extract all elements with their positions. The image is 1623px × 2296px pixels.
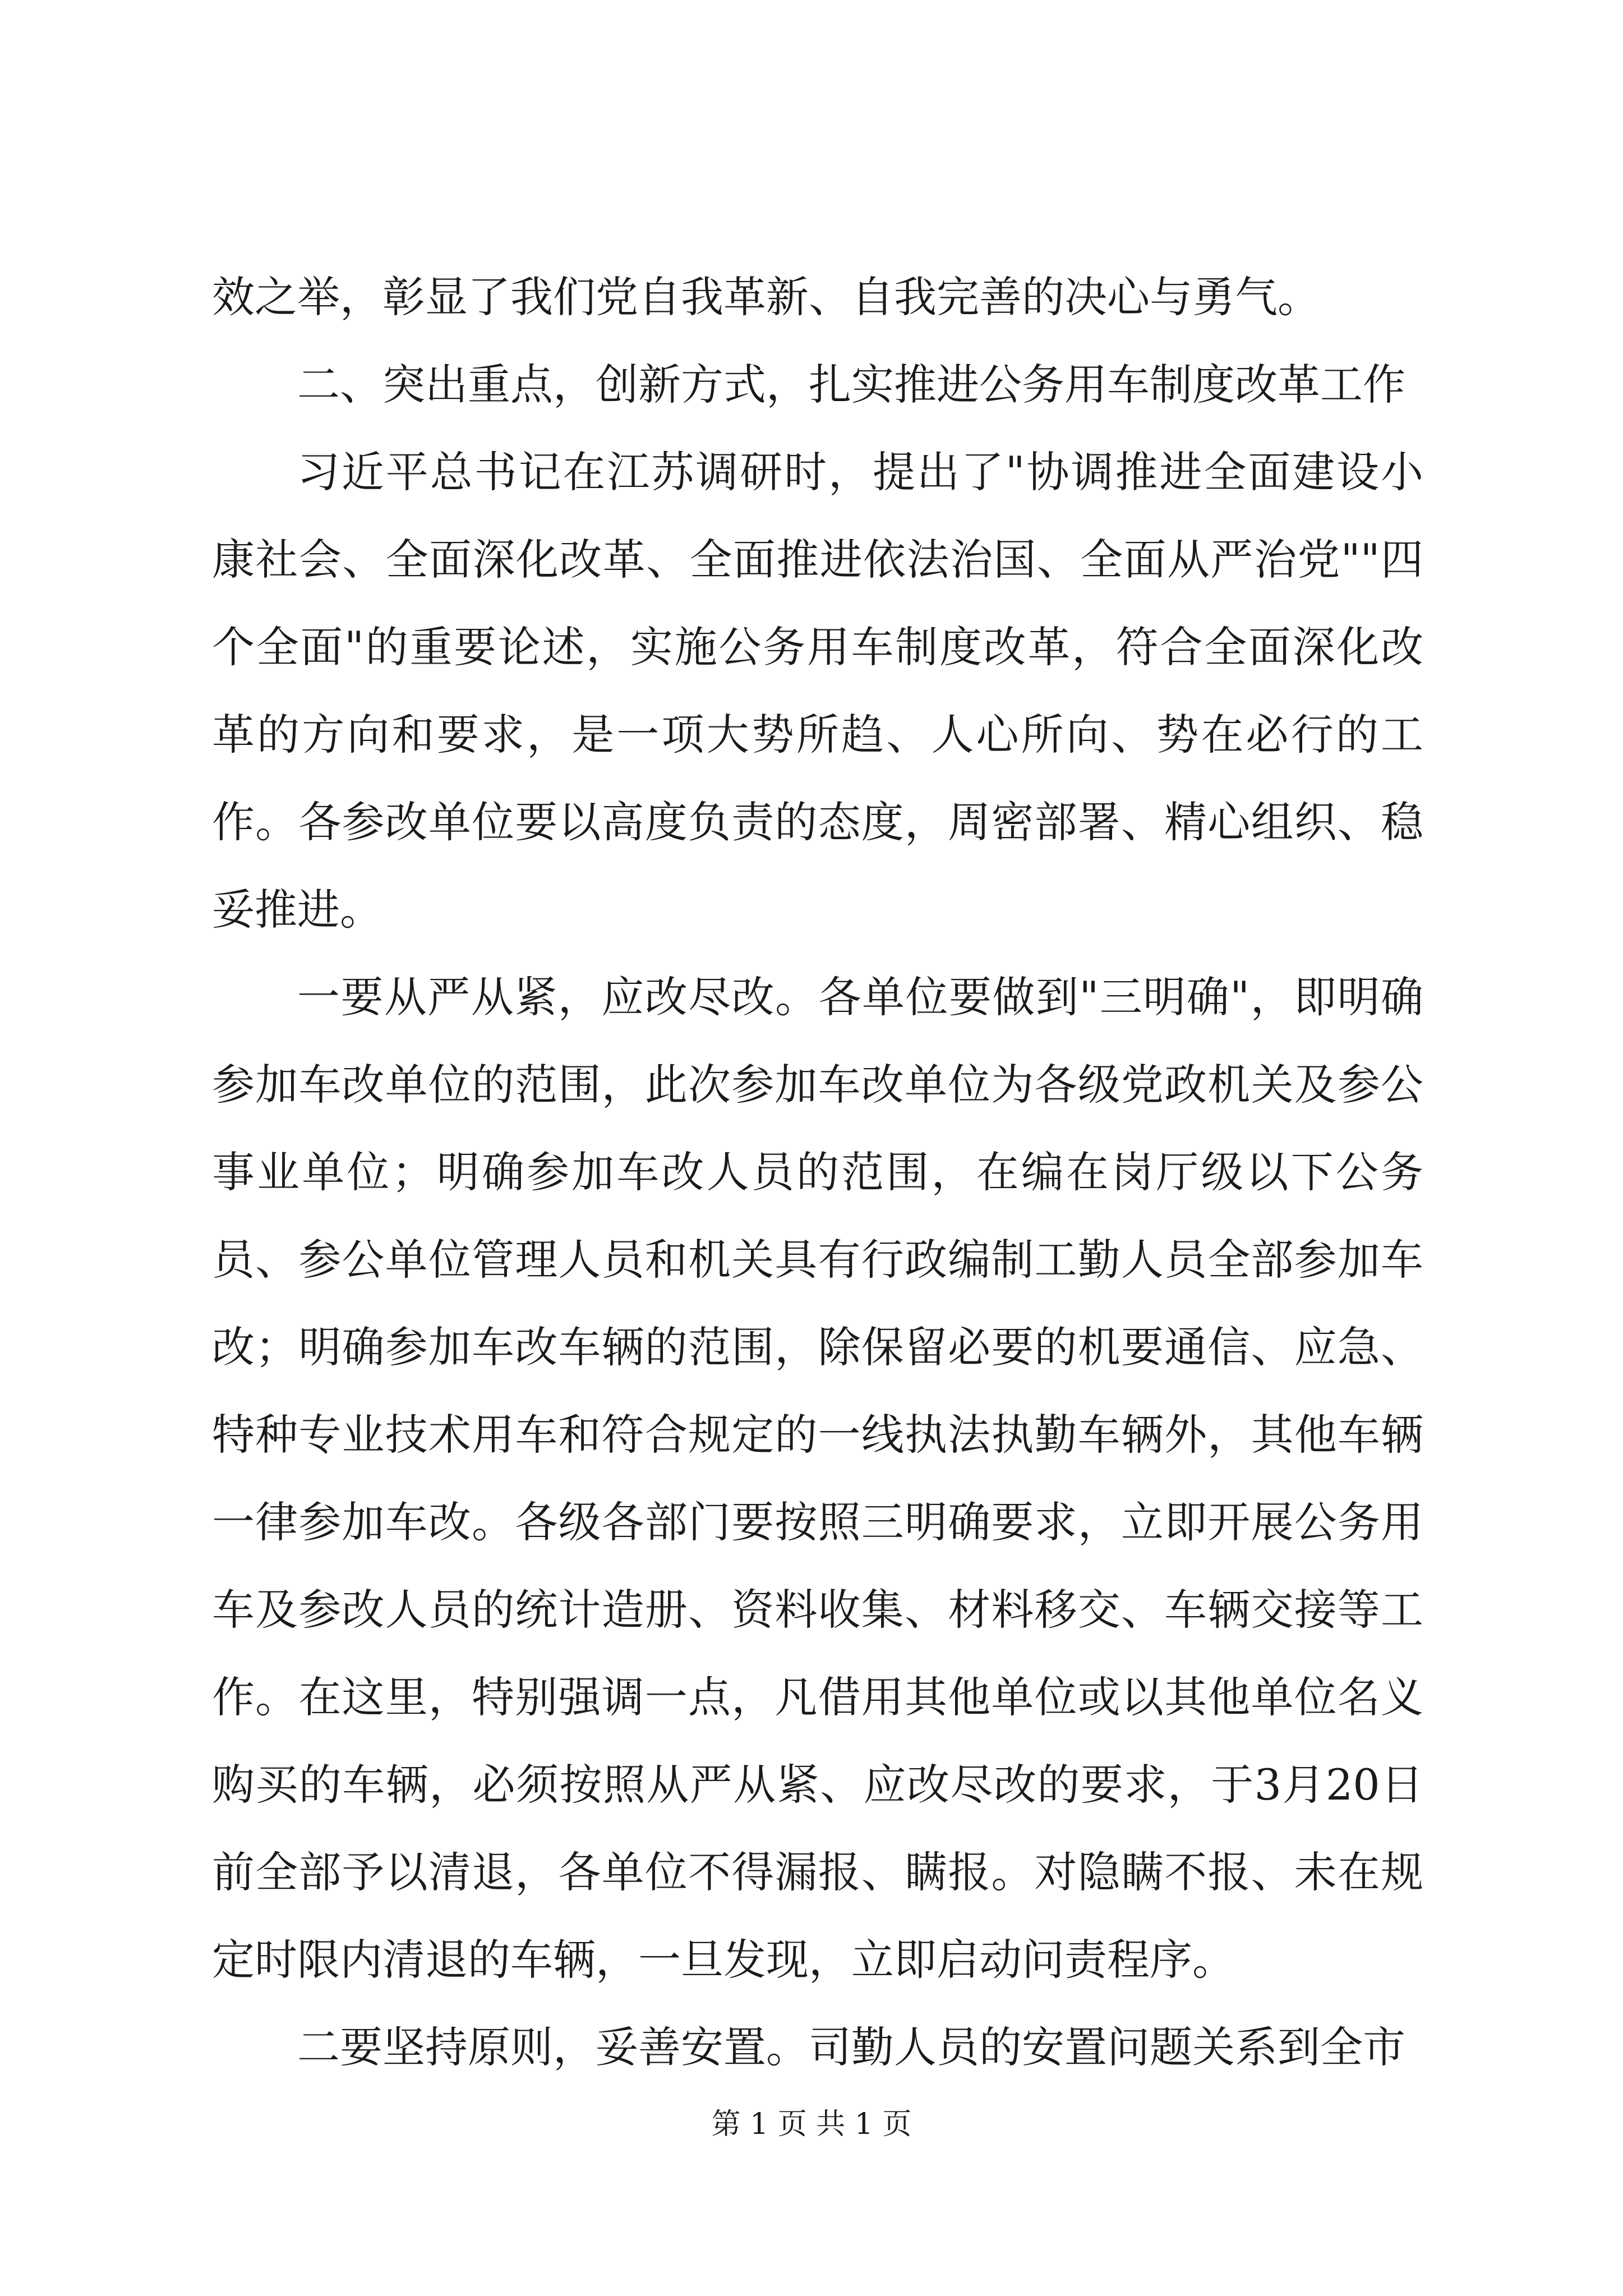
paragraph-4: 一要从严从紧，应改尽改。各单位要做到"三明确"，即明确参加车改单位的范围，此次参加车改单位为各级党政机关及参公事业单位；明确参加车改人员的范围，在编在岗厅级以下公务员、参公单位管理人员和机关具有行政编制工勤人员全部参加车改；明确参加车改车辆的范围，除保留必要的机要通信、应急、特种专业技术用车和符合规定的一线执法执勤车辆外，其他车辆一律参加车改。各级各部门要按照三明确要求，立即开展公务用车及参改人员的统计造册、资料收集、材料移交、车辆交接等工作。在这里，特别强调一点，凡借用其他单位或以其他单位名义购买的车辆，必须按照从严从紧、应改尽改的要求，于3月20日前全部予以清退，各单位不得漏报、瞒报。对隐瞒不报、未在规定时限内清退的车辆，一旦发现，立即启动问责程序。 [212,972,1423,1985]
paragraph-3: 习近平总书记在江苏调研时，提出了"协调推进全面建设小康社会、全面深化改革、全面推进依法治国、全面从严治党""四个全面"的重要论述，实施公务用车制度改革，符合全面深化改革的方向和要求，是一项大势所趋、人心所向、势在必行的工作。各参改单位要以高度负责的态度，周密部署、精心组织、稳妥推进。 [212,447,1423,935]
paragraph-1: 效之举，彰显了我们党自我革新、自我完善的决心与勇气。 [212,272,1320,322]
paragraph-5: 二要坚持原则，妥善安置。司勤人员的安置问题关系到全市 [297,2022,1405,2072]
document-body [212,254,1423,2091]
page-footer: 第 1 页 共 1 页 [711,2108,912,2141]
section-heading-2: 二、突出重点，创新方式，扎实推进公务用车制度改革工作 [297,360,1405,409]
